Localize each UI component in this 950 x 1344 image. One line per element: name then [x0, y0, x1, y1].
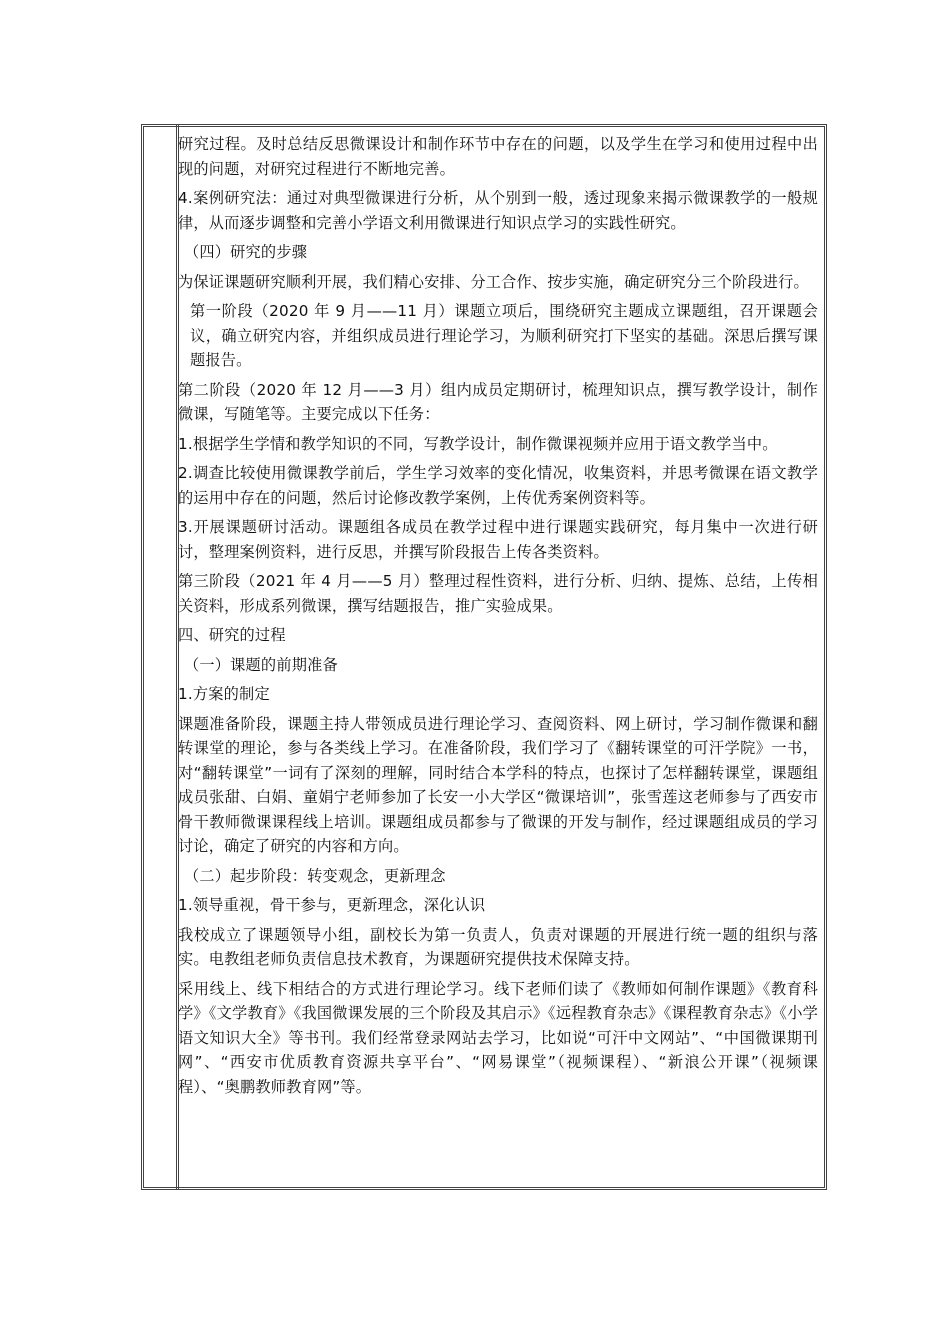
paragraph-stage-one: 第一阶段（2020 年 9 月——11 月）课题立项后，围绕研究主题成立课题组，召开课题会议，确立研究内容，并组织成员进行理论学习，为顺利研究打下坚实的基础。深思后撰写课题报告。	[190, 302, 818, 369]
heading-research-steps: （四）研究的步骤	[184, 243, 308, 261]
heading-preparation: （一）课题的前期准备	[184, 655, 338, 674]
paragraph-task-3: 3.开展课题研讨活动。课题组各成员在教学过程中进行课题实践研究，每月集中一次进行研讨，整理案例资料，进行反思，并撰写阶段报告上传各类资料。	[178, 518, 818, 561]
heading-leadership: 1.领导重视，骨干参与，更新理念，深化认识	[178, 896, 486, 914]
paragraph-task-2: 2.调查比较使用微课教学前后，学生学习效率的变化情况，收集资料，并思考微课在语文教学的运用中存在的问题，然后讨论修改教学案例，上传优秀案例资料等。	[178, 464, 818, 507]
paragraph-stage-three: 第三阶段（2021 年 4 月——5 月）整理过程性资料，进行分析、归纳、提炼、总结，上传相关资料，形成系列微课，撰写结题报告，推广实验成果。	[178, 572, 818, 615]
paragraph-three-stages-intro: 为保证课题研究顺利开展，我们精心安排、分工合作、按步实施，确定研究分三个阶段进行。	[178, 272, 809, 291]
paragraph-research-process-cont: 研究过程。及时总结反思微课设计和制作环节中存在的问题，以及学生在学习和使用过程中出现的问题，对研究过程进行不断地完善。	[178, 135, 818, 178]
document-body	[178, 132, 818, 1104]
paragraph-preparation-stage: 课题准备阶段，课题主持人带领成员进行理论学习、查阅资料、网上研讨，学习制作微课和翻转课堂的理论，参与各类线上学习。在准备阶段，我们学习了《翻转课堂的可汗学院》一书，对“翻转课堂”一词有了深刻的理解，同时结合本学科的特点，也探讨了怎样翻转课堂，课题组成员张甜、白娟、童娟宁老师参加了长安一小大学区“微课培训”，张雪莲这老师参与了西安市骨干教师微课课程线上培训。课题组成员都参与了微课的开发与制作，经过课题组成员的学习讨论，确定了研究的内容和方向。	[178, 714, 818, 855]
heading-research-process: 四、研究的过程	[178, 626, 286, 644]
paragraph-online-offline-study: 采用线上、线下相结合的方式进行理论学习。线下老师们读了《教师如何制作课题》《教育科学》《文学教育》《我国微课发展的三个阶段及其启示》《远程教育杂志》《课程教育杂志》《小学语文知识大全》等书刊。我们经常登录网站去学习，比如说“可汗中文网站”、“中国微课期刊网”、“西安市优质教育资源共享平台”、“网易课堂”（视频课程）、“新浪公开课”（视频课程）、“奥鹏教师教育网”等。	[178, 979, 818, 1096]
paragraph-leadership-group: 我校成立了课题领导小组，副校长为第一负责人，负责对课题的开展进行统一题的组织与落实。电教组老师负责信息技术教育，为课题研究提供技术保障支持。	[178, 925, 818, 968]
heading-initial-stage: （二）起步阶段：转变观念，更新理念	[184, 866, 446, 885]
paragraph-case-study-method: 4.案例研究法：通过对典型微课进行分析，从个别到一般，透过现象来揭示微课教学的一般规律，从而逐步调整和完善小学语文利用微课进行知识点学习的实践性研究。	[178, 189, 818, 232]
paragraph-task-1: 1.根据学生学情和教学知识的不同，写教学设计，制作微课视频并应用于语文教学当中。	[178, 434, 778, 453]
heading-plan-formulation: 1.方案的制定	[178, 685, 270, 703]
paragraph-stage-two: 第二阶段（2020 年 12 月——3 月）组内成员定期研讨，梳理知识点，撰写教学设计，制作微课，写随笔等。主要完成以下任务：	[178, 380, 818, 423]
